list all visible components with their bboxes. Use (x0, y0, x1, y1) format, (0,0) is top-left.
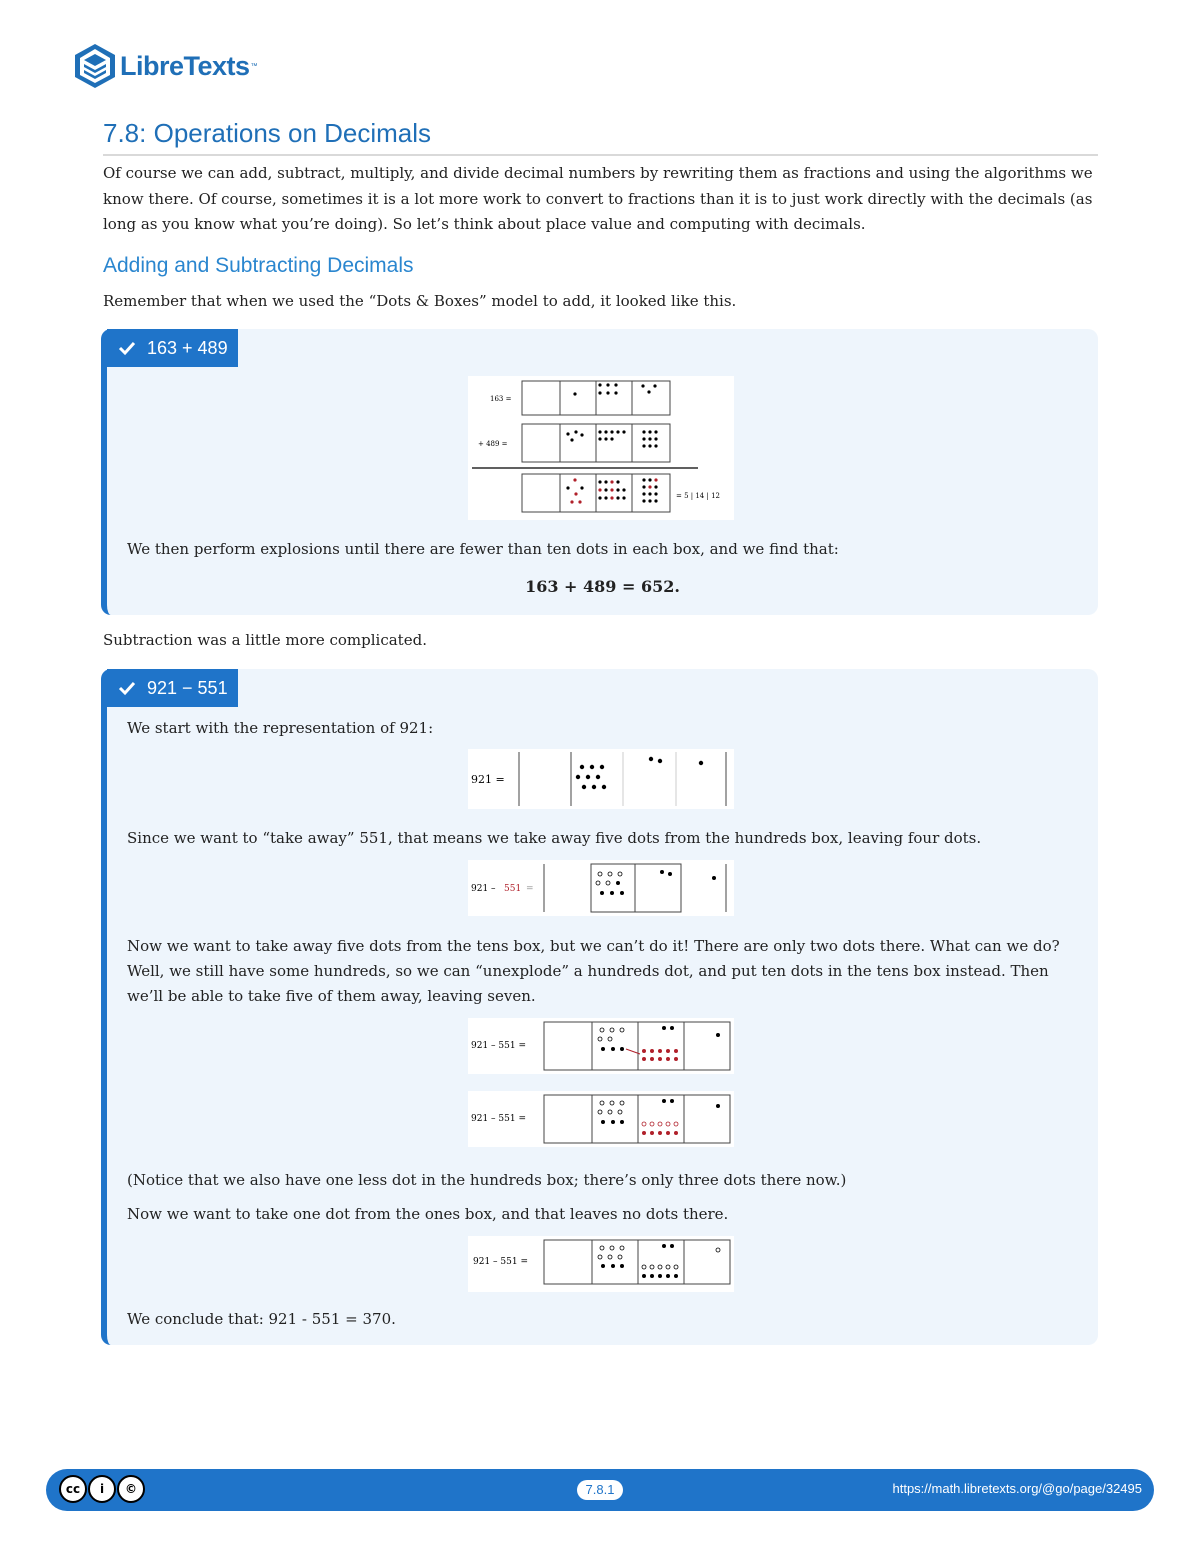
page-url-link[interactable]: https://math.libretexts.org/@go/page/32495 (892, 1481, 1142, 1496)
example-box-addition (101, 329, 1098, 615)
example-box-subtraction (101, 669, 1098, 1345)
libretexts-logo[interactable] (72, 42, 258, 90)
libretexts-logo-icon (72, 42, 118, 90)
section-heading: Adding and Subtracting Decimals (103, 254, 414, 277)
conclusion-text: We conclude that: 921 - 551 = 370. (127, 1310, 396, 1328)
intro-paragraph: Of course we can add, subtract, multiply, and divide decimal numbers by rewriting them as fractions and using the algorithms we know there. Of course, sometimes it is a lot more work to convert to fractions than it is to just work directly with the decimals (as long as you know what you’re doing). So let’s think about place value and computing with decimals. (103, 164, 1093, 233)
subtraction-note: Subtraction was a little more complicated. (103, 631, 427, 649)
cc-icon: cc (59, 1475, 87, 1503)
example-tag-label: 163 + 489 (147, 337, 228, 358)
page-title: 7.8: Operations on Decimals (103, 118, 432, 148)
figure-label-921-551: 921 – 551 = (471, 1114, 526, 1124)
by-icon: i (88, 1475, 116, 1503)
figure-label-921: 921 = (471, 773, 505, 786)
figure-label-921-551: 921 – 551 = (471, 1041, 526, 1051)
logo-trademark: ™ (250, 62, 258, 70)
take-away-text: Since we want to “take away” 551, that means we take away five dots from the hundreds box, leaving four dots. (127, 829, 982, 847)
logo-text: LibreTexts (120, 50, 250, 81)
figure-label-921-551: 921 – 551 = (473, 1257, 528, 1267)
ones-text: Now we want to take one dot from the ones box, and that leaves no dots there. (127, 1205, 729, 1223)
example-tag-subtraction (107, 669, 238, 707)
license-badge[interactable] (59, 1475, 146, 1503)
example-tag-label: 921 − 551 (147, 677, 228, 698)
figure-final (468, 1236, 734, 1292)
figure-921 (468, 749, 734, 809)
figure-921-minus-hundreds (468, 860, 734, 916)
attribution-icon: © (117, 1475, 145, 1503)
figure-label-551: 551 (504, 884, 522, 894)
notice-text: (Notice that we also have one less dot in the hundreds box; there’s only three dots there now.) (127, 1171, 847, 1189)
addition-equation: 163 + 489 = 652. (525, 577, 680, 596)
figure-label-921-minus: 921 – (471, 884, 496, 894)
figure-label-489: + 489 = (478, 440, 508, 448)
start-text: We start with the representation of 921: (127, 719, 434, 737)
example-tag-addition (107, 329, 238, 367)
figure-take-away-tens (468, 1091, 734, 1147)
check-icon (117, 338, 137, 358)
remember-paragraph: Remember that when we used the “Dots & Boxes” model to add, it looked like this. (103, 292, 737, 310)
dots-boxes-addition-figure (468, 376, 734, 520)
figure-label-equals: = (526, 884, 534, 894)
figure-label-result: = 5 | 14 | 12 (676, 492, 720, 500)
title-divider (103, 154, 1098, 156)
figure-unexplode-step (468, 1018, 734, 1074)
page-number: 7.8.1 (577, 1480, 623, 1500)
figure-label-163: 163 = (490, 395, 512, 403)
explosions-text: We then perform explosions until there are fewer than ten dots in each box, and we find that: (127, 540, 839, 558)
page-footer (46, 1469, 1154, 1511)
unexplode-text: Now we want to take away five dots from the tens box, but we can’t do it! There are only two dots there. What can we do? Well, we still have some hundreds, so we can “unexplode” a hundreds dot, and put ten dots in the tens box instead. Then we’ll be able to take five of them away, leaving seven. (127, 937, 1060, 1005)
check-icon (117, 678, 137, 698)
